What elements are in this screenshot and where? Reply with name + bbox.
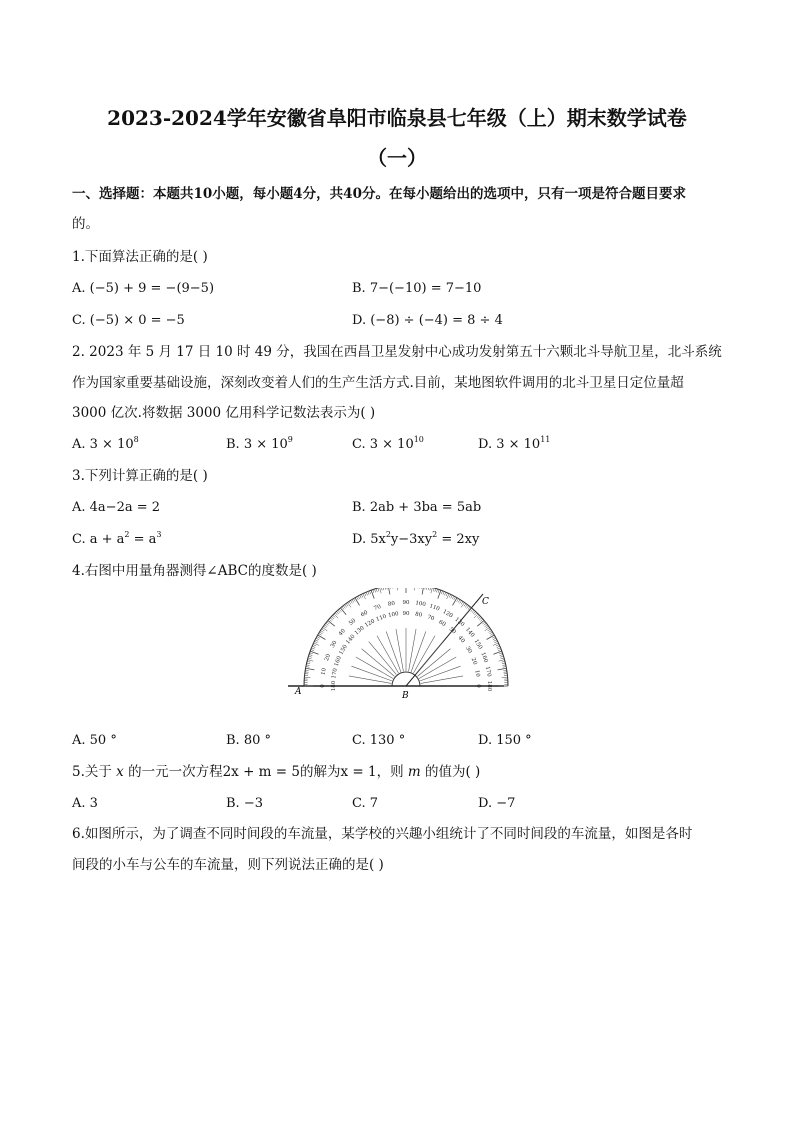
q2-option-c-exp: 10 [413, 435, 424, 444]
protractor-inner-label: 70 [426, 614, 435, 623]
protractor-tick [431, 588, 433, 593]
section-instruction-end: 的。 [72, 216, 99, 232]
protractor-tick [486, 626, 489, 628]
protractor-tick [438, 590, 439, 593]
protractor-tick [498, 649, 501, 650]
protractor-tick [449, 594, 451, 597]
protractor-outer-label: 40 [337, 628, 347, 638]
protractor-inner-label: 170 [331, 667, 339, 680]
protractor-tick [349, 601, 351, 604]
protractor-tick [309, 654, 312, 655]
protractor-inner-label: 100 [387, 611, 400, 619]
protractor-tick [454, 597, 456, 600]
q1-option-c[interactable]: C. (−5) × 0 = −5 [72, 313, 185, 328]
protractor-degree-ray [420, 666, 460, 681]
protractor-tick [319, 632, 322, 634]
protractor-tick [498, 668, 507, 670]
protractor-outer-label: 130 [453, 616, 466, 629]
protractor-tick [497, 646, 500, 647]
point-b-label: B [402, 691, 409, 701]
q5-option-d[interactable]: D. −7 [478, 796, 516, 811]
protractor-tick [477, 615, 480, 617]
protractor-tick [484, 623, 487, 625]
protractor-tick [397, 588, 398, 590]
q2-stem-line2: 作为国家重要基础设施，深刻改变着人们的生产生活方式.目前，某地图软件调用的北斗卫星日定位量超 [72, 375, 684, 391]
protractor-degree-ray [356, 657, 393, 679]
protractor-outer-label: 80 [387, 600, 396, 608]
protractor-tick [366, 592, 367, 595]
protractor-outer-label: 50 [348, 617, 358, 627]
q2-option-b-base: B. 3 × 10 [226, 437, 288, 452]
protractor-tick [317, 637, 320, 639]
protractor-tick [500, 654, 503, 655]
protractor-tick [381, 588, 382, 590]
protractor-tick [490, 633, 493, 635]
protractor-tick [387, 588, 388, 589]
protractor-tick [473, 611, 475, 614]
protractor-tick [353, 599, 355, 602]
q1-option-b[interactable]: B. 7−(−10) = 7−10 [352, 281, 482, 296]
protractor-tick [492, 637, 495, 639]
protractor-tick [414, 588, 415, 590]
q6-stem-line1: 6.如图所示，为了调查不同时间段的车流量，某学校的兴趣小组统计了不同时间段的车流量，如图是各时 [72, 826, 693, 842]
protractor-tick [474, 613, 476, 616]
q5-stem [72, 764, 480, 782]
q5-stem-var-x: x [116, 764, 124, 780]
protractor-tick [502, 661, 505, 662]
protractor-tick [311, 648, 314, 649]
q2-option-c[interactable] [352, 437, 424, 454]
protractor-tick [331, 616, 334, 618]
protractor-tick [457, 599, 459, 602]
protractor-tick [502, 665, 505, 666]
protractor-outer-label: 0 [320, 684, 326, 688]
protractor-degree-ray [377, 636, 399, 673]
protractor-tick [306, 665, 309, 666]
protractor-inner-label: 120 [363, 618, 377, 629]
protractor-tick [461, 601, 463, 604]
protractor-tick [501, 658, 504, 659]
protractor-tick [307, 660, 313, 662]
protractor-tick [453, 598, 458, 606]
protractor-degree-ray [386, 631, 401, 671]
protractor-tick [338, 610, 340, 613]
protractor-inner-label: 10 [473, 669, 481, 678]
protractor-tick [355, 598, 360, 606]
protractor-tick [311, 649, 314, 650]
protractor-tick [493, 651, 501, 654]
protractor-tick [435, 588, 436, 591]
protractor-tick [426, 588, 427, 590]
protractor-tick [388, 588, 390, 594]
exam-title: 2023-2024学年安徽省阜阳市临泉县七年级（上）期末数学试卷 [107, 106, 687, 130]
protractor-outer-label: 100 [414, 600, 427, 609]
protractor-outer-label: 90 [402, 600, 410, 606]
protractor-tick [320, 630, 323, 632]
protractor-tick [316, 638, 319, 640]
protractor-tick [488, 629, 491, 631]
protractor-tick [458, 599, 460, 602]
protractor-inner-label: 140 [345, 633, 357, 646]
q2-option-b[interactable] [226, 437, 293, 454]
protractor-tick [474, 614, 478, 618]
protractor-tick [368, 591, 369, 594]
protractor-tick [346, 603, 348, 606]
protractor-tick [467, 606, 469, 609]
protractor-tick [433, 588, 434, 591]
protractor-tick [376, 588, 377, 591]
protractor-tick [380, 588, 382, 593]
protractor-tick [478, 616, 481, 618]
q3-option-d-part1: D. 5x [352, 532, 386, 547]
protractor-tick [313, 645, 316, 646]
protractor-tick [308, 656, 311, 657]
protractor-inner-label: 30 [464, 645, 473, 655]
q6-stem-line2: 间段的小车与公车的车流量，则下列说法正确的是( ) [72, 857, 384, 873]
q4-option-c[interactable]: C. 130 ° [352, 733, 406, 748]
protractor-outer-label: 150 [472, 638, 484, 651]
q5-stem-var-m: m [407, 764, 421, 780]
protractor-inner-label: 20 [469, 657, 478, 666]
protractor-tick [483, 622, 486, 624]
protractor-tick [305, 670, 308, 671]
q4-stem: 4.右图中用量角器测得∠ABC的度数是( ) [72, 563, 317, 579]
protractor-tick [365, 593, 366, 596]
q2-option-d-base: D. 3 × 10 [478, 437, 541, 452]
protractor-tick [464, 603, 466, 606]
q3-option-b[interactable]: B. 2ab + 3ba = 5ab [352, 500, 482, 515]
q3-option-d-part2: y−3xy [390, 532, 433, 547]
q4-option-a[interactable]: A. 50 ° [72, 733, 117, 748]
protractor-tick [373, 590, 374, 593]
q2-option-a-base: A. 3 × 10 [72, 437, 134, 452]
protractor-tick [422, 588, 424, 594]
q2-stem-line3: 3000 亿次.将数据 3000 亿用科学记数法表示为( ) [72, 405, 376, 421]
protractor-outer-label: 110 [428, 603, 441, 613]
protractor-tick [325, 625, 328, 627]
q2-option-a[interactable] [72, 437, 139, 454]
protractor-tick [326, 623, 329, 625]
protractor-inner-label: 180 [331, 680, 337, 692]
protractor-tick [471, 609, 473, 612]
protractor-tick [329, 619, 332, 621]
protractor-tick [444, 592, 445, 595]
protractor-outer-label: 30 [329, 639, 339, 650]
protractor-tick [315, 640, 318, 642]
protractor-degree-ray [351, 666, 391, 681]
protractor-tick [490, 632, 493, 634]
protractor-tick [342, 607, 344, 610]
protractor-tick [443, 591, 444, 594]
protractor-tick [441, 591, 442, 594]
protractor-tick [304, 677, 310, 678]
protractor-tick [472, 610, 474, 613]
protractor-tick [430, 588, 431, 590]
protractor-tick [497, 648, 500, 649]
protractor-inner-label: 90 [402, 611, 410, 617]
q3-option-c-exp2: 3 [156, 530, 162, 539]
protractor-tick [378, 588, 379, 591]
protractor-degree-ray [414, 636, 436, 673]
protractor-tick [460, 600, 462, 603]
protractor-tick [352, 599, 354, 602]
q2-option-c-base: C. 3 × 10 [352, 437, 414, 452]
q5-option-a[interactable]: A. 3 [72, 796, 98, 811]
protractor-tick [310, 651, 318, 654]
protractor-tick [451, 595, 453, 598]
protractor-tick [369, 591, 370, 594]
protractor-tick [383, 588, 384, 590]
q3-option-d-exp1: 2 [385, 530, 391, 539]
q3-option-c-part2: = a [129, 532, 157, 547]
protractor-tick [343, 606, 345, 609]
protractor-tick [307, 661, 310, 662]
q5-stem-part1: 5.关于 [72, 764, 117, 780]
protractor-inner-label: 80 [414, 611, 423, 619]
protractor-tick [318, 635, 326, 640]
q5-stem-part2: 的一元一次方程2x + m = 5的解为x = 1，则 [123, 764, 408, 780]
q4-option-d[interactable]: D. 150 ° [478, 733, 532, 748]
protractor-inner-label: 160 [333, 655, 343, 668]
protractor-tick [499, 653, 502, 654]
protractor-tick [390, 588, 391, 589]
protractor-tick [502, 663, 505, 664]
protractor-outer-label: 180 [486, 680, 492, 692]
protractor-tick [330, 618, 333, 620]
protractor-tick [312, 646, 315, 647]
protractor-tick [425, 588, 426, 589]
protractor-tick [306, 667, 309, 668]
protractor-tick [319, 633, 322, 635]
protractor-outer-label: 160 [479, 651, 489, 664]
q3-option-a[interactable]: A. 4a−2a = 2 [72, 500, 161, 515]
protractor-tick [333, 615, 336, 617]
protractor-tick [335, 613, 337, 616]
q5-stem-part3: 的值为( ) [420, 764, 481, 780]
protractor-degree-ray [409, 629, 416, 671]
protractor-inner-label: 50 [447, 626, 457, 636]
protractor-degree-ray [419, 657, 456, 679]
protractor-inner-label: 110 [375, 613, 388, 623]
point-a-label: A [295, 687, 302, 697]
q5-option-c[interactable]: C. 7 [352, 796, 379, 811]
protractor-outer-label: 10 [320, 667, 328, 676]
protractor-tick [327, 622, 330, 624]
q1-option-a[interactable]: A. (−5) + 9 = −(9−5) [72, 281, 215, 296]
protractor-degree-ray [411, 631, 426, 671]
q3-option-d-part3: = 2xy [437, 532, 480, 547]
protractor-inner-label: 60 [437, 619, 447, 628]
protractor-tick [361, 594, 363, 597]
protractor-tick [307, 663, 310, 664]
protractor-degree-rays [349, 628, 463, 683]
q3-option-c-part1: C. a + a [72, 532, 125, 547]
protractor-tick [479, 618, 482, 620]
protractor-tick [480, 619, 483, 621]
section-instruction: 一、选择题：本题共10小题，每小题4分，共40分。在每小题给出的选项中，只有一项是符合题目要求 [72, 186, 686, 202]
q2-option-d-exp: 11 [540, 435, 551, 444]
q2-stem-line1: 2. 2023 年 5 月 17 日 10 时 49 分，我国在西昌卫星发射中心成功发射第五十六颗北斗导航卫星，北斗系统 [72, 344, 722, 360]
protractor-degree-ray [396, 629, 403, 671]
protractor-inner-label: 0 [475, 684, 481, 688]
protractor-degree-ray [349, 676, 391, 683]
q2-option-b-exp: 9 [287, 435, 293, 444]
protractor-tick [345, 605, 347, 608]
protractor-tick [438, 590, 441, 598]
q5-option-b[interactable]: B. −3 [226, 796, 263, 811]
protractor-tick [428, 588, 429, 590]
protractor-tick [339, 609, 341, 612]
protractor-tick [308, 658, 311, 659]
protractor-tick [436, 589, 437, 592]
q3-option-d[interactable] [352, 532, 479, 549]
protractor-inner-label: 150 [338, 643, 349, 657]
q1-option-d[interactable]: D. (−8) ÷ (−4) = 8 ÷ 4 [352, 313, 503, 328]
protractor-tick [500, 656, 503, 657]
protractor-degree-ray [421, 676, 463, 683]
protractor-tick [321, 629, 324, 631]
protractor-tick [334, 614, 338, 618]
q4-option-b[interactable]: B. 80 ° [226, 733, 271, 748]
protractor-tick [502, 677, 508, 678]
protractor-tick [465, 605, 467, 608]
protractor-tick [306, 668, 315, 670]
protractor-outer-label: 120 [441, 608, 454, 620]
q2-option-d[interactable] [478, 437, 550, 454]
q3-option-d-exp2: 2 [432, 530, 438, 539]
protractor-tick [358, 596, 360, 599]
q1-stem: 1.下面算法正确的是( ) [72, 249, 208, 265]
q2-option-a-exp: 8 [133, 435, 139, 444]
protractor-tick [314, 641, 317, 643]
protractor-tick [493, 638, 496, 640]
point-c-label: C [482, 597, 489, 607]
protractor-tick [446, 593, 447, 596]
protractor-tick [371, 590, 374, 598]
protractor-tick [357, 597, 359, 600]
protractor-outer-label: 170 [483, 665, 492, 678]
protractor-tick [385, 588, 386, 590]
protractor-tick [494, 640, 497, 642]
protractor-tick [496, 645, 499, 646]
protractor-tick [503, 670, 506, 671]
protractor-tick [374, 589, 375, 592]
protractor-tick [452, 596, 454, 599]
protractor-tick [336, 611, 338, 614]
protractor-inner-label: 40 [456, 635, 466, 645]
protractor-tick [350, 600, 352, 603]
protractor-outer-label: 140 [463, 626, 476, 639]
protractor-tick [489, 630, 492, 632]
protractor-tick [323, 626, 326, 628]
exam-title-subtitle: （一） [367, 146, 427, 170]
protractor-outer-label: 70 [373, 603, 382, 613]
protractor-tick [495, 641, 498, 643]
q3-option-c-exp1: 2 [124, 530, 130, 539]
protractor-tick [503, 667, 506, 668]
protractor-tick [421, 588, 422, 589]
protractor-tick [360, 595, 362, 598]
protractor-tick [487, 635, 495, 640]
protractor-figure [284, 588, 510, 704]
protractor-tick [310, 653, 313, 654]
protractor-inner-label: 130 [353, 625, 366, 637]
q3-stem: 3.下列计算正确的是( ) [72, 468, 208, 484]
protractor-outer-label: 20 [323, 653, 333, 662]
protractor-tick [485, 625, 488, 627]
protractor-tick [499, 660, 505, 662]
protractor-outer-label: 60 [359, 609, 370, 619]
q3-option-c[interactable] [72, 532, 162, 549]
